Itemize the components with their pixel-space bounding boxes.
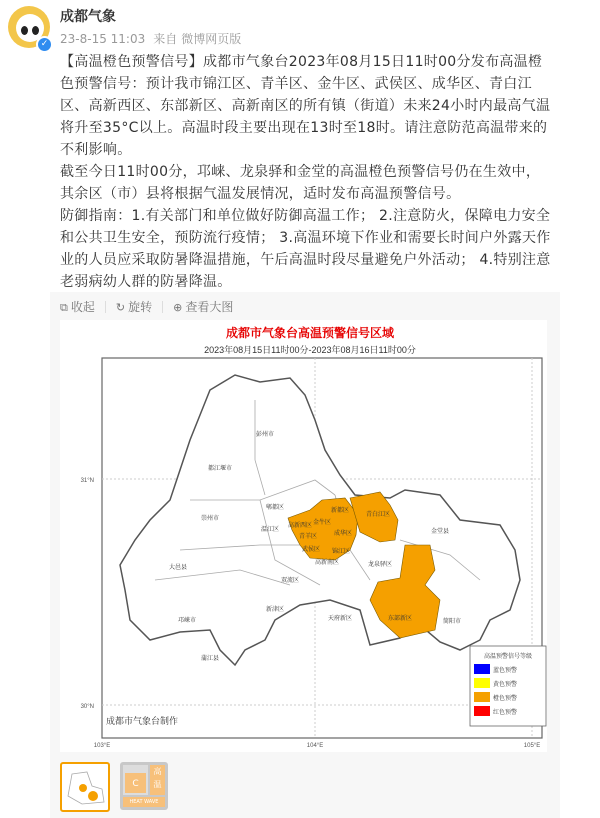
post-content	[60, 51, 552, 293]
district-label: 彭州市	[255, 432, 275, 438]
view-large-button[interactable]	[173, 298, 233, 315]
lat-label: 31°N	[80, 478, 94, 484]
rotate-icon: ↻	[115, 301, 126, 314]
warning-map-image[interactable]	[60, 320, 547, 752]
legend-swatch	[474, 692, 490, 702]
map-legend	[470, 646, 546, 726]
legend-label: 蓝色预警	[493, 668, 518, 674]
post-time[interactable]: 23-8-15 11:03	[60, 32, 146, 46]
district-label: 武侯区	[301, 547, 321, 553]
district-label: 郫都区	[265, 505, 285, 511]
district-label: 金牛区	[312, 520, 332, 526]
legend-swatch	[474, 664, 490, 674]
legend-swatch	[474, 678, 490, 688]
post-source[interactable]: 微博网页版	[181, 32, 242, 46]
zoom-image-icon: ⊕	[173, 301, 183, 314]
heat-label	[150, 765, 165, 795]
house-icon	[123, 765, 148, 795]
district-label: 龙泉驿区	[367, 562, 393, 568]
rotate-label: 旋转	[128, 300, 153, 314]
account-name[interactable]: 成都气象	[60, 9, 116, 25]
district-label: 温江区	[260, 527, 280, 533]
collapse-label: 收起	[70, 300, 95, 314]
district-label: 大邑县	[168, 565, 188, 571]
lon-label: 105°E	[523, 743, 541, 749]
map-credit: 成都市气象台制作	[106, 716, 179, 726]
divider	[105, 301, 106, 313]
legend-swatch	[474, 706, 490, 716]
district-label: 成华区	[333, 531, 353, 537]
source-prefix: 来自	[153, 32, 178, 46]
lon-label: 103°E	[93, 743, 111, 749]
post-paragraph: 截至今日11时00分，邛崃、龙泉驿和金堂的高温橙色预警信号仍在生效中，其余区（市）县将根据气温发展情况，适时发布高温预警信号。	[60, 164, 541, 202]
post-paragraph: 防御指南：1.有关部门和单位做好防御高温工作； 2.注意防火，保障电力安全和公共卫生安全，预防流行疫情； 3.高温环境下作业和需要长时间户外露天作业的人员应采取防暑降温措施，午后高温时段尽量避免户外活动； 4.特别注意老弱病幼人群的防暑降温。	[60, 208, 551, 290]
divider	[162, 301, 163, 313]
map-subtitle: 2023年08月15日11时00分-2023年08月16日11时00分	[204, 345, 416, 355]
post-meta	[60, 30, 249, 47]
thumbnail-heat-wave-icon[interactable]	[120, 762, 168, 810]
legend-title: 高温预警信号等级	[483, 654, 533, 660]
thumbnail-map[interactable]	[60, 762, 110, 812]
district-label: 简阳市	[442, 619, 462, 625]
district-label: 金堂县	[430, 529, 450, 535]
collapse-button[interactable]	[60, 298, 95, 315]
district-label: 天府新区	[327, 616, 353, 622]
legend-label: 红色预警	[493, 710, 518, 716]
map-title: 成都市气象台高温预警信号区域	[225, 326, 395, 340]
lon-label: 104°E	[306, 743, 324, 749]
district-label: 东部新区	[387, 616, 413, 622]
legend-label: 橙色预警	[493, 696, 518, 702]
verified-badge-icon: ✓	[36, 36, 53, 53]
celsius-mark: C	[125, 773, 146, 793]
district-label: 高新西区	[287, 523, 313, 529]
rotate-button[interactable]	[116, 298, 152, 315]
collapse-icon: ⧉	[60, 301, 68, 314]
district-label: 邛崃市	[177, 618, 197, 624]
heat-char: 高	[153, 767, 162, 776]
view-large-label: 查看大图	[185, 300, 234, 314]
district-label: 蒲江县	[200, 656, 220, 662]
district-label: 高新南区	[314, 560, 340, 566]
lat-label: 30°N	[80, 704, 94, 710]
district-label: 青白江区	[365, 512, 391, 518]
district-label: 崇州市	[200, 516, 220, 522]
district-label: 锦江区	[331, 549, 351, 555]
image-toolbar	[60, 298, 233, 315]
district-label: 都江堰市	[207, 466, 233, 472]
heat-char: 温	[153, 780, 162, 789]
district-label: 新津区	[265, 607, 285, 613]
legend-label: 黄色预警	[493, 682, 518, 688]
heat-wave-text: HEAT WAVE	[123, 797, 165, 807]
district-label: 新都区	[330, 508, 350, 514]
post-paragraph: 【高温橙色预警信号】成都市气象台2023年08月15日11时00分发布高温橙色预警信号：预计我市锦江区、青羊区、金牛区、武侯区、成华区、青白江区、高新西区、东部新区、高新南区的所有镇（街道）未来24小时内最高气温将升至35°C以上。高温时段主要出现在13时至18时。请注意防范高温带来的不利影响。	[60, 54, 551, 158]
district-label: 青羊区	[298, 534, 318, 540]
district-label: 双流区	[280, 578, 300, 584]
